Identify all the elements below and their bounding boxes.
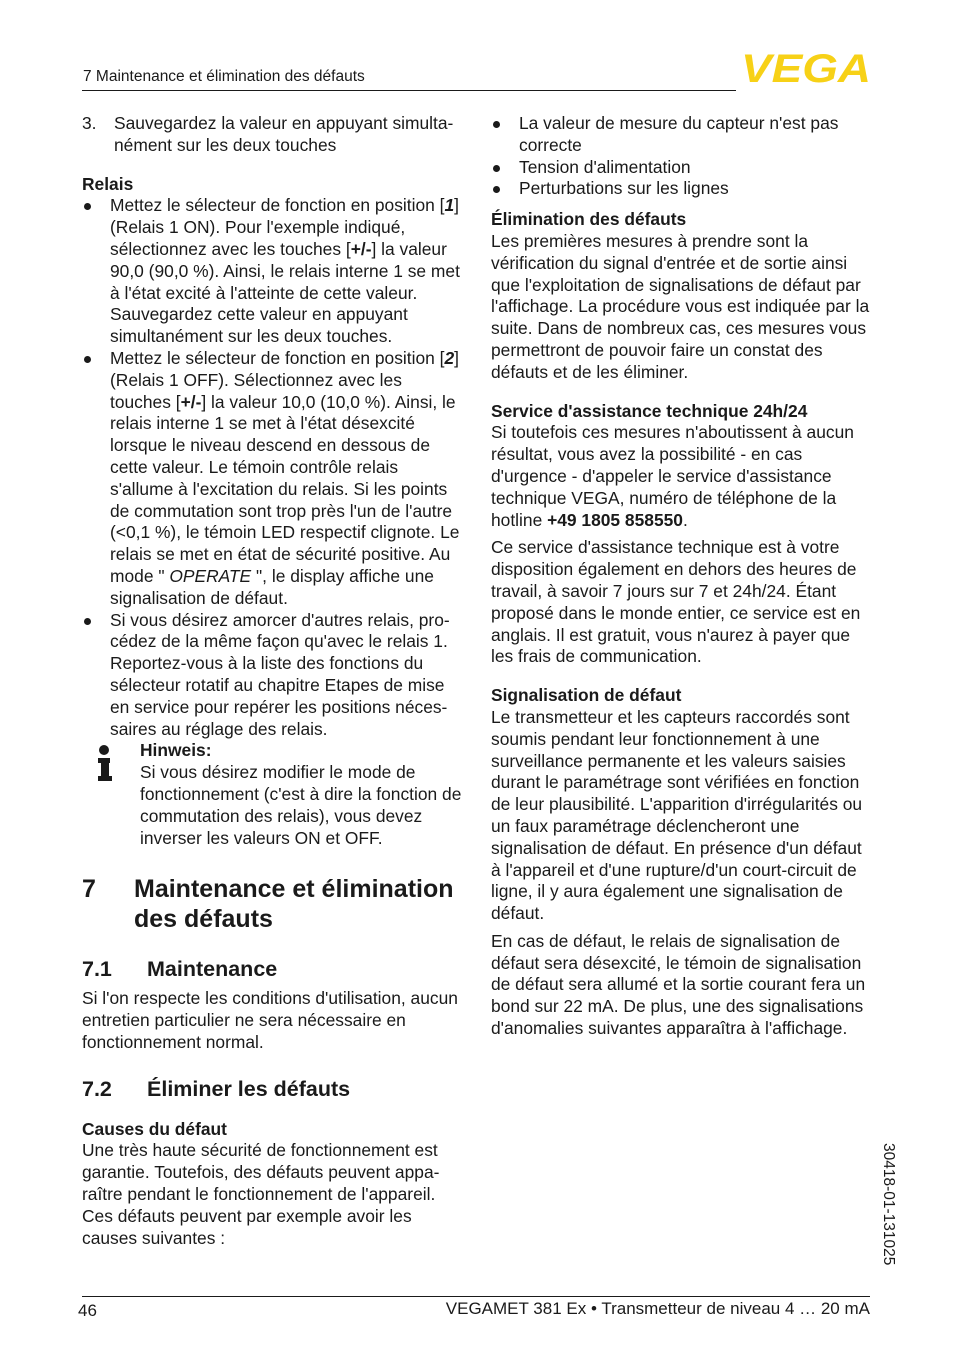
note-title: Hinweis: [140, 740, 212, 761]
section-title: Éliminer les défauts [147, 1076, 351, 1101]
chapter-title: Maintenance et élimination des défauts [134, 875, 454, 934]
section-number: 7.1 [82, 957, 112, 982]
signal-heading: Signalisation de défaut [491, 685, 682, 706]
page-number: 46 [78, 1301, 97, 1320]
footer-rule [82, 1296, 870, 1297]
note-text: Si vous désirez modifier le mode de fonctionnement (c'est à dire la fonction de commutation des relais), vous devez inverser les valeurs ON et OFF. [140, 762, 462, 848]
step-number: 3. [82, 113, 97, 133]
bullet-icon [82, 610, 110, 741]
left-column [82, 113, 466, 1249]
section-title: Maintenance [147, 957, 278, 982]
footer-title: VEGAMET 381 Ex • Transmetteur de niveau 4 … 20 mA [445, 1299, 870, 1318]
header-rule [82, 90, 736, 91]
list-item-text: Perturbations sur les lignes [519, 178, 729, 199]
document-code: 30418-01-131025 [880, 1143, 897, 1266]
chapter-7-heading [82, 874, 466, 934]
note-box [82, 740, 466, 849]
bullet-icon [82, 348, 110, 610]
relais-bullet-3 [82, 610, 466, 741]
section-7-2-heading [82, 1076, 466, 1102]
section-7-1-heading [82, 956, 466, 982]
relais-bullet-2 [82, 348, 466, 610]
bullet-icon [491, 157, 519, 179]
vega-logo [741, 51, 873, 85]
maintenance-text: Si l'on respecte les conditions d'utilisation, aucun entretien particulier ne sera nécessaire en fonctionnement normal. [82, 988, 458, 1052]
step-3 [82, 113, 466, 157]
bullet-text: Mettez le sélecteur de fonction en position [2] (Relais 1 OFF). Sélectionnez avec les touches [+/-] la valeur 10,0 (10,0 %). Ainsi, le relais interne 1 se met à l'état désexcité lorsque le niveau descend en dessous de cette valeur. Le témoin contrôle relais s'allume à l'excitation du relais. Si les points de commutation sont trop près l'un de l'autre (<0,1 %), le témoin LED respectif clignote. Le relais se met en état de sécurité positive. Au mode " OPERATE ", le display affiche une signalisation de défaut. [110, 347, 460, 608]
info-icon [82, 740, 140, 849]
elimination-text: Les premières mesures à prendre sont la vérification du signal d'entrée et de sortie ainsi que l'exploitation de signalisations de défaut par l'affichage. La procédure vous est indiquée par la suite. Dans de nombreux cas, ces mesures vous permettront de pouvoir faire un constat des défauts et de les éliminer. [491, 230, 870, 382]
list-item-text: La valeur de mesure du capteur n'est pas correcte [519, 113, 839, 155]
causes-list-item [491, 157, 876, 179]
running-header: 7 Maintenance et élimination des défauts [83, 68, 365, 85]
bullet-text: Mettez le sélecteur de fonction en position [1] (Relais 1 ON). Pour l'exemple indiqué, sélectionnez avec les touches [+/-] la valeur 90,0 (90,0 %). Ainsi, le relais interne 1 se met à l'état excité à l'atteinte de cette valeur. Sauvegardez cette valeur en appuyant simultanément sur les deux touches. [110, 195, 460, 347]
relais-bullet-1 [82, 195, 466, 348]
relais-heading: Relais [82, 173, 134, 194]
causes-list-item [491, 178, 876, 200]
signal-text-2: En cas de défaut, le relais de signalisation de défaut sera désexcité, le témoin de signalisation de défaut sera allumé et la sortie courant fera un bond sur 22 mA. De plus, une des signalisations d'anomalies suivantes apparaîtra à l'affichage. [491, 930, 866, 1039]
service-text: Si toutefois ces mesures n'aboutissent à aucun résultat, vous avez la possibilité - en cas d'urgence - d'appeler le service d'assistance technique VEGA, numéro de téléphone de la hotline +49 1805 858550. [491, 422, 854, 530]
right-column [491, 113, 876, 1040]
vega-logo-text: VEGA [741, 51, 871, 85]
service-heading: Service d'assistance technique 24h/24 [491, 400, 808, 421]
signal-text: Le transmetteur et les capteurs raccordés sont soumis pendant leur fonctionnement à une surveillance permanente et les valeurs saisies durant le paramétrage sont vérifiées en fonction de leur plausibilité. L'apparition d'irrégularités ou un faux paramétrage déclencheront une signalisation de défaut. En présence d'un défaut à l'appareil et d'une rupture/d'un court-circuit de ligne, il y aura également une signalisation de défaut. [491, 706, 863, 924]
bullet-text: Si vous désirez amorcer d'autres relais, pro-cédez de la même façon qu'avec le relais 1. Reportez-vous à la liste des fonctions du sélecteur rotatif au chapitre Etapes de mise en service pour repérer les positions néces-saires au réglage des relais. [110, 609, 450, 739]
causes-list-item [491, 113, 876, 157]
bullet-icon [491, 178, 519, 200]
chapter-number: 7 [82, 875, 96, 904]
bullet-icon [491, 113, 519, 157]
service-text-2: Ce service d'assistance technique est à votre disposition également en dehors des heures de travail, à savoir 7 jours sur 7 et 24h/24. Étant proposé dans le monde entier, ce service est en anglais. Il est gratuit, vous n'aurez à payer que les frais de communication. [491, 537, 861, 667]
section-number: 7.2 [82, 1076, 112, 1101]
hotline-number: +49 1805 858550 [547, 509, 683, 530]
bullet-icon [82, 195, 110, 348]
step-text: Sauvegardez la valeur en appuyant simulta-nément sur les deux touches [114, 113, 454, 155]
list-item-text: Tension d'alimentation [519, 156, 691, 177]
elimination-heading: Élimination des défauts [491, 209, 687, 230]
causes-heading: Causes du défaut [82, 1118, 227, 1139]
causes-text: Une très haute sécurité de fonctionnement est garantie. Toutefois, des défauts peuvent appa-raître pendant le fonctionnement de l'appareil. Ces défauts peuvent par exemple avoir les causes suivantes : [82, 1140, 440, 1248]
